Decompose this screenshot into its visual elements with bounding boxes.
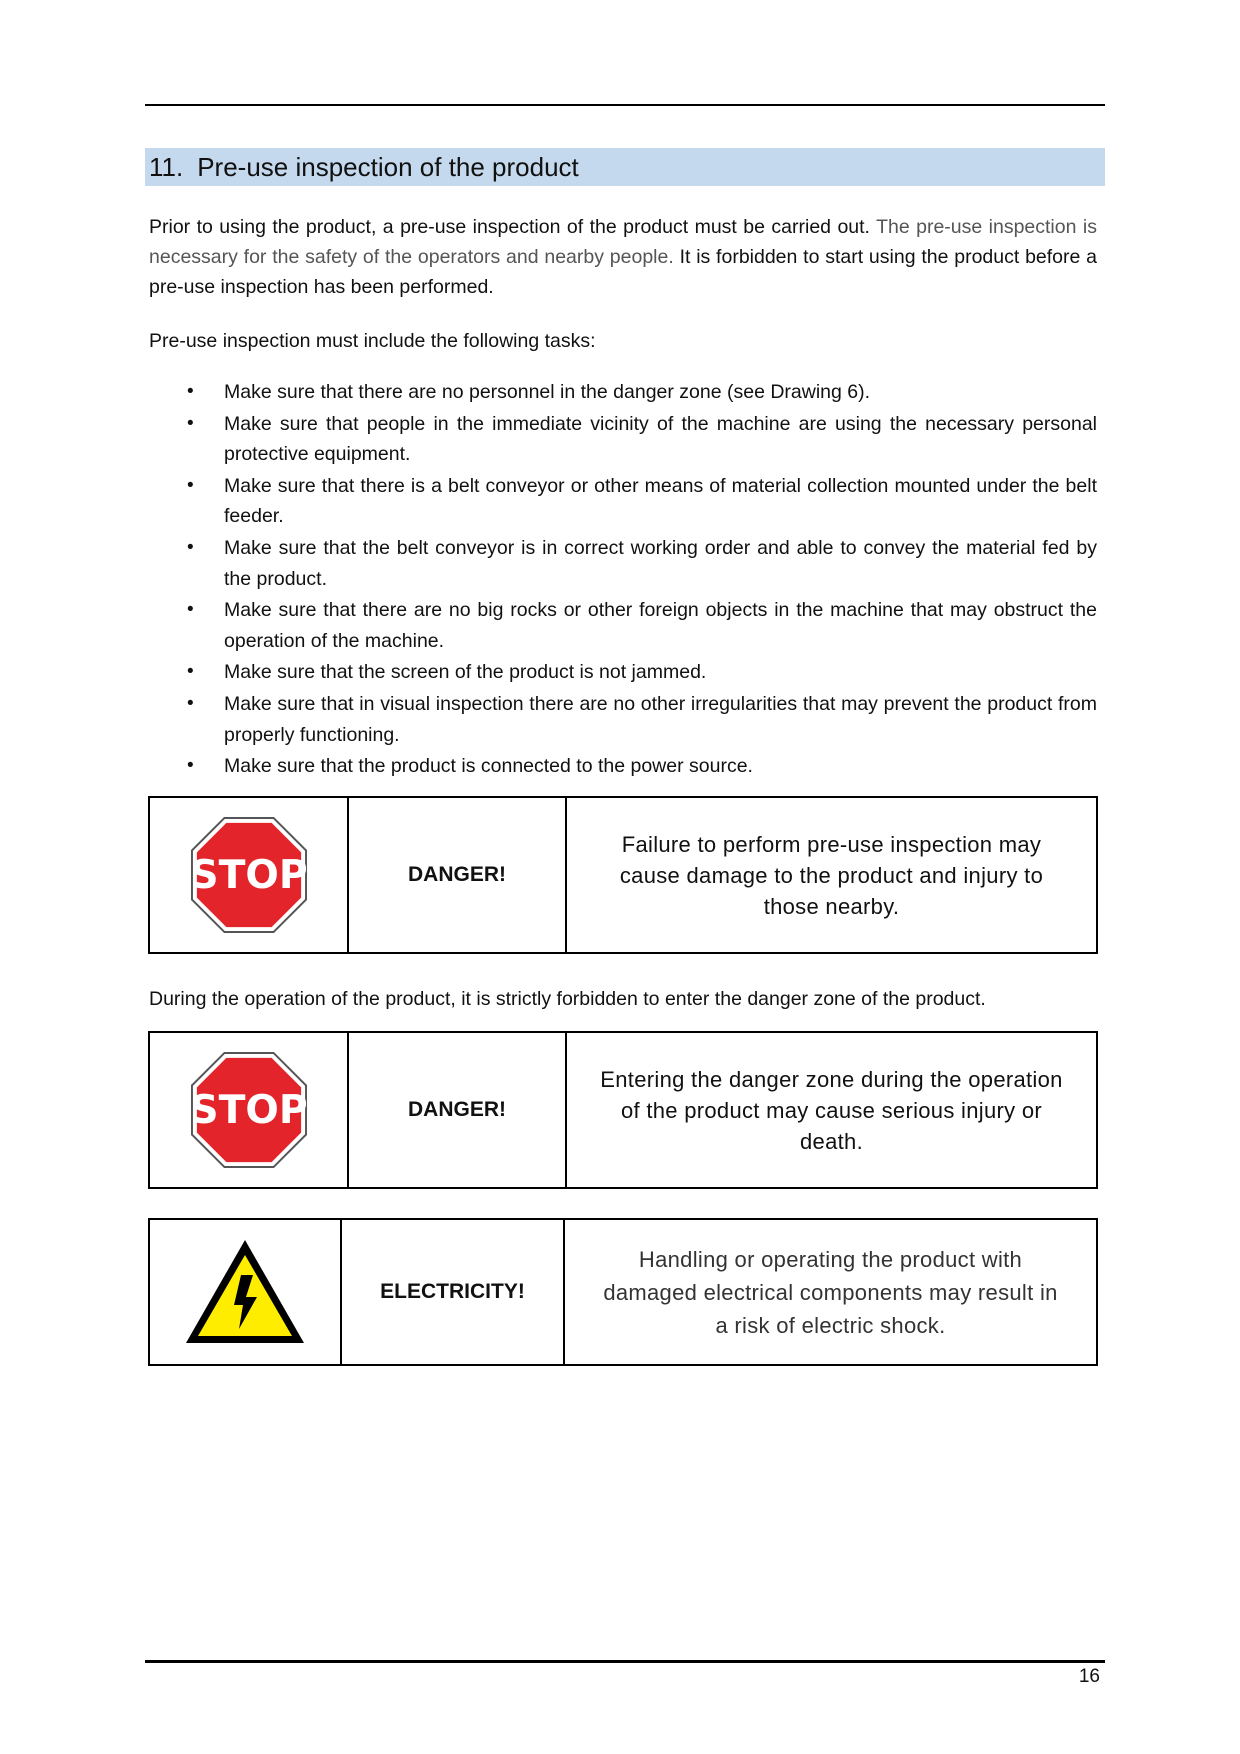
page-number: 16 xyxy=(1078,1666,1100,1687)
warning-icon-cell xyxy=(150,798,349,952)
bullet: • xyxy=(187,412,194,434)
task-list xyxy=(149,377,1097,783)
task-text: Make sure that people in the immediate vicinity of the machine are using the necessary personal protective equipment. xyxy=(224,412,1097,466)
bullet: • xyxy=(187,474,194,496)
list-item xyxy=(149,689,1097,750)
bullet: • xyxy=(187,537,194,559)
list-item xyxy=(149,533,1097,594)
warning-message: Failure to perform pre-use inspection may cause damage to the product and injury to those nearby. xyxy=(619,831,1044,919)
danger-zone-note: During the operation of the product, it is strictly forbidden to enter the danger zone of the product. xyxy=(149,988,986,1010)
stop-sign-text: STOP xyxy=(189,1086,308,1133)
stop-sign-text: STOP xyxy=(189,851,308,898)
bullet: • xyxy=(187,755,194,777)
task-text: Make sure that the screen of the product is not jammed. xyxy=(224,661,707,684)
stop-sign-icon xyxy=(190,816,308,934)
task-text: Make sure that the product is connected to the power source. xyxy=(224,755,753,778)
task-text: Make sure that there are no personnel in the danger zone (see Drawing 6). xyxy=(224,381,871,403)
section-number: 11. xyxy=(149,152,184,182)
task-text: Make sure that there are no big rocks or other foreign objects in the machine that may obstruct the operation of the machine. xyxy=(224,599,1097,652)
bullet: • xyxy=(187,661,194,683)
warning-label: DANGER! xyxy=(349,798,567,952)
intro-part1: Prior to using the product, a pre-use inspection of the product must be carried out. xyxy=(149,216,870,238)
warning-message: Handling or operating the product with damaged electrical components may result in a risk of electric shock. xyxy=(603,1246,1058,1338)
intro-part2: The pre-use inspection is necessary for the safety of the operators and nearby people. xyxy=(149,216,1097,268)
warning-label: ELECTRICITY! xyxy=(342,1220,565,1364)
section-heading xyxy=(145,148,1105,186)
task-text: Make sure that the belt conveyor is in correct working order and able to convey the material fed by the product. xyxy=(224,537,1097,590)
electricity-warning-table xyxy=(148,1218,1098,1366)
header-rule xyxy=(145,104,1105,106)
warning-message: Entering the danger zone during the operation of the product may cause serious injury or death. xyxy=(600,1066,1063,1154)
intro-part3: It is forbidden to start using the product before a pre-use inspection has been performed. xyxy=(149,246,1097,298)
list-item xyxy=(149,595,1097,656)
tasks-intro: Pre-use inspection must include the following tasks: xyxy=(149,330,596,352)
bullet: • xyxy=(187,599,194,621)
bullet: • xyxy=(187,693,194,715)
list-item xyxy=(149,657,1097,688)
high-voltage-icon xyxy=(183,1237,307,1347)
task-text: Make sure that there is a belt conveyor or other means of material collection mounted under the belt feeder. xyxy=(224,474,1097,528)
stop-sign-icon xyxy=(190,1051,308,1169)
warning-icon-cell xyxy=(150,1220,342,1364)
bullet: • xyxy=(187,381,194,402)
warning-label: DANGER! xyxy=(349,1033,567,1187)
danger-warning-table xyxy=(148,796,1098,954)
intro-paragraph xyxy=(149,212,1097,302)
section-title: Pre-use inspection of the product xyxy=(197,152,579,182)
list-item xyxy=(149,377,1097,408)
list-item xyxy=(149,751,1097,782)
danger-warning-table xyxy=(148,1031,1098,1189)
warning-icon-cell xyxy=(150,1033,349,1187)
task-text: Make sure that in visual inspection there are no other irregularities that may prevent the product from properly functioning. xyxy=(224,693,1097,746)
list-item xyxy=(149,409,1097,470)
footer-rule xyxy=(145,1660,1105,1663)
list-item xyxy=(149,471,1097,532)
